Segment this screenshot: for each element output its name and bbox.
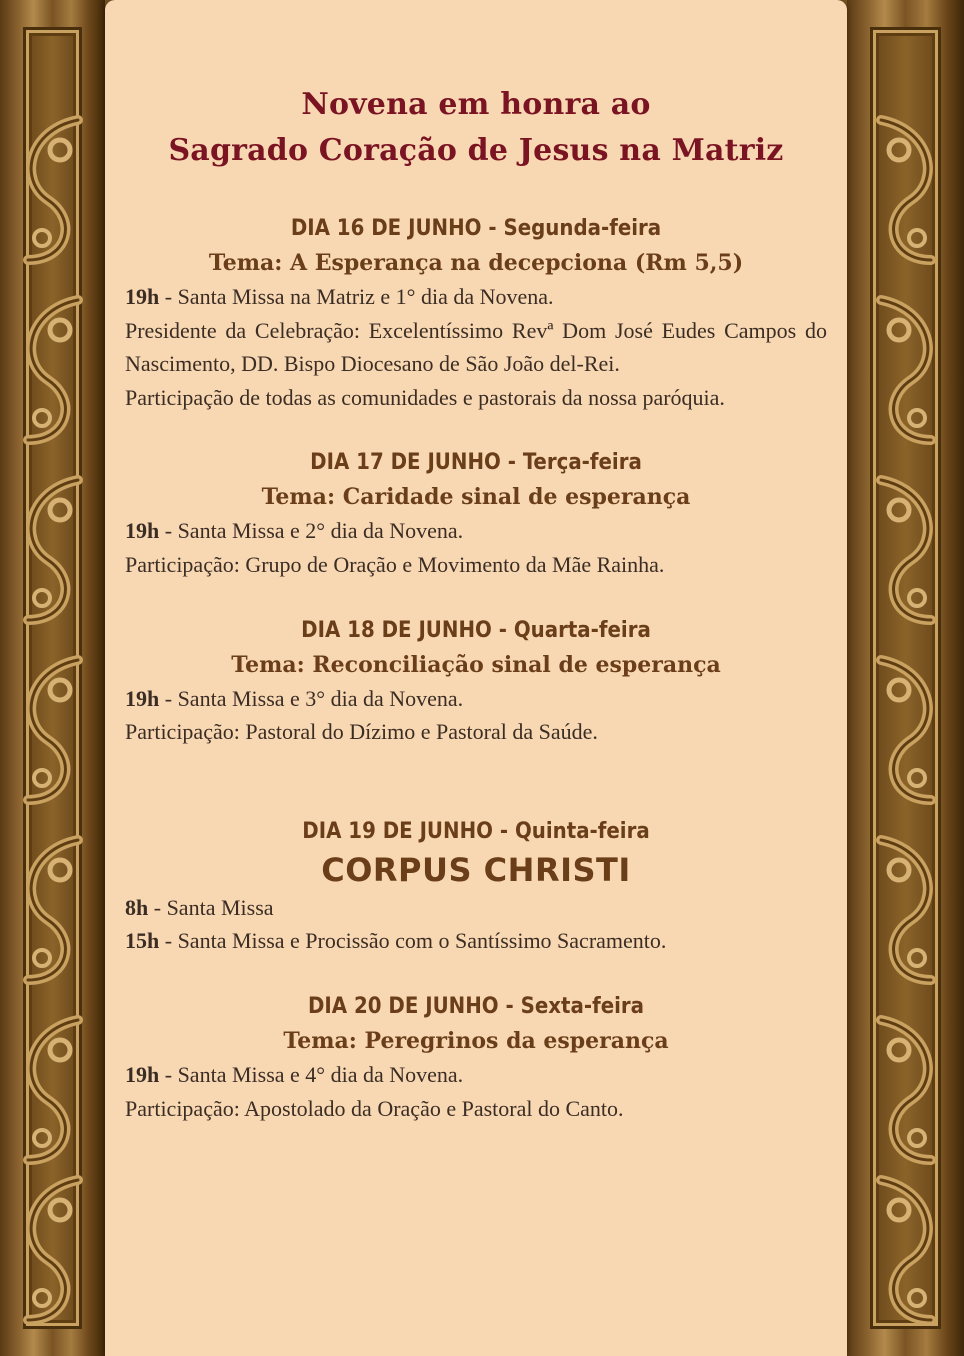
schedule-line: 19h - Santa Missa e 3° dia da Novena. (125, 685, 464, 711)
day-heading: DIA 18 DE JUNHO - Quarta-feira (301, 617, 651, 643)
feast-title: CORPUS CHRISTI (321, 850, 631, 889)
day-theme: Tema: Caridade sinal de esperança (261, 484, 691, 511)
schedule-line: 19h - Santa Missa e 4° dia da Novena. (125, 1061, 464, 1087)
day-heading: DIA 20 DE JUNHO - Sexta-feira (307, 993, 645, 1019)
day-section-18 (125, 614, 827, 749)
schedule-line: Participação: Grupo de Oração e Movimento da Mãe Rainha. (125, 551, 665, 577)
ornamental-scroll-icon (861, 110, 951, 270)
ornamental-scroll-icon (861, 1010, 951, 1170)
novena-schedule-panel (105, 0, 847, 1356)
day-section-16 (125, 212, 827, 414)
ornamental-scroll-icon (8, 470, 98, 630)
day-section-17 (125, 446, 827, 581)
day-theme: Tema: Peregrinos da esperança (283, 1027, 669, 1054)
schedule-line: Presidente da Celebração: Excelentíssimo Revª Dom José Eudes Campos do Nascimento, DD. Bispo Diocesano de São João del-Rei. (125, 317, 827, 377)
left-ornamental-frame (0, 0, 105, 1356)
ornamental-scroll-icon (861, 290, 951, 450)
ornamental-scroll-icon (8, 290, 98, 450)
schedule-line: 19h - Santa Missa na Matriz e 1° dia da Novena. (125, 284, 554, 309)
ornamental-scroll-icon (8, 110, 98, 270)
schedule-line: 19h - Santa Missa e 2° dia da Novena. (125, 518, 464, 544)
day-section-20 (125, 990, 827, 1125)
schedule-line: 15h - Santa Missa e Procissão com o Santíssimo Sacramento. (125, 928, 667, 954)
day-theme: Tema: Reconciliação sinal de esperança (231, 651, 721, 678)
day-section-19 (125, 815, 827, 958)
ornamental-scroll-icon (861, 1170, 951, 1330)
ornamental-scroll-icon (8, 1170, 98, 1330)
page-title: Novena em honra ao Sagrado Coração de Jesus na Matriz (168, 87, 784, 168)
right-ornamental-frame (847, 0, 964, 1356)
ornamental-scroll-icon (861, 470, 951, 630)
ornamental-scroll-icon (8, 830, 98, 990)
day-heading: DIA 19 DE JUNHO - Quinta-feira (302, 818, 650, 844)
schedule-line: Participação de todas as comunidades e pastorais da nossa paróquia. (125, 384, 725, 410)
ornamental-scroll-icon (861, 830, 951, 990)
ornamental-scroll-icon (861, 650, 951, 810)
ornamental-scroll-icon (8, 650, 98, 810)
day-heading: DIA 16 DE JUNHO - Segunda-feira (290, 216, 662, 241)
schedule-line: Participação: Pastoral do Dízimo e Pastoral da Saúde. (125, 719, 598, 745)
day-heading: DIA 17 DE JUNHO - Terça-feira (310, 450, 642, 476)
schedule-line: Participação: Apostolado da Oração e Pastoral do Canto. (125, 1095, 624, 1121)
schedule-line: 8h - Santa Missa (125, 894, 274, 920)
ornamental-scroll-icon (8, 1010, 98, 1170)
day-theme: Tema: A Esperança na decepciona (Rm 5,5) (208, 250, 744, 276)
